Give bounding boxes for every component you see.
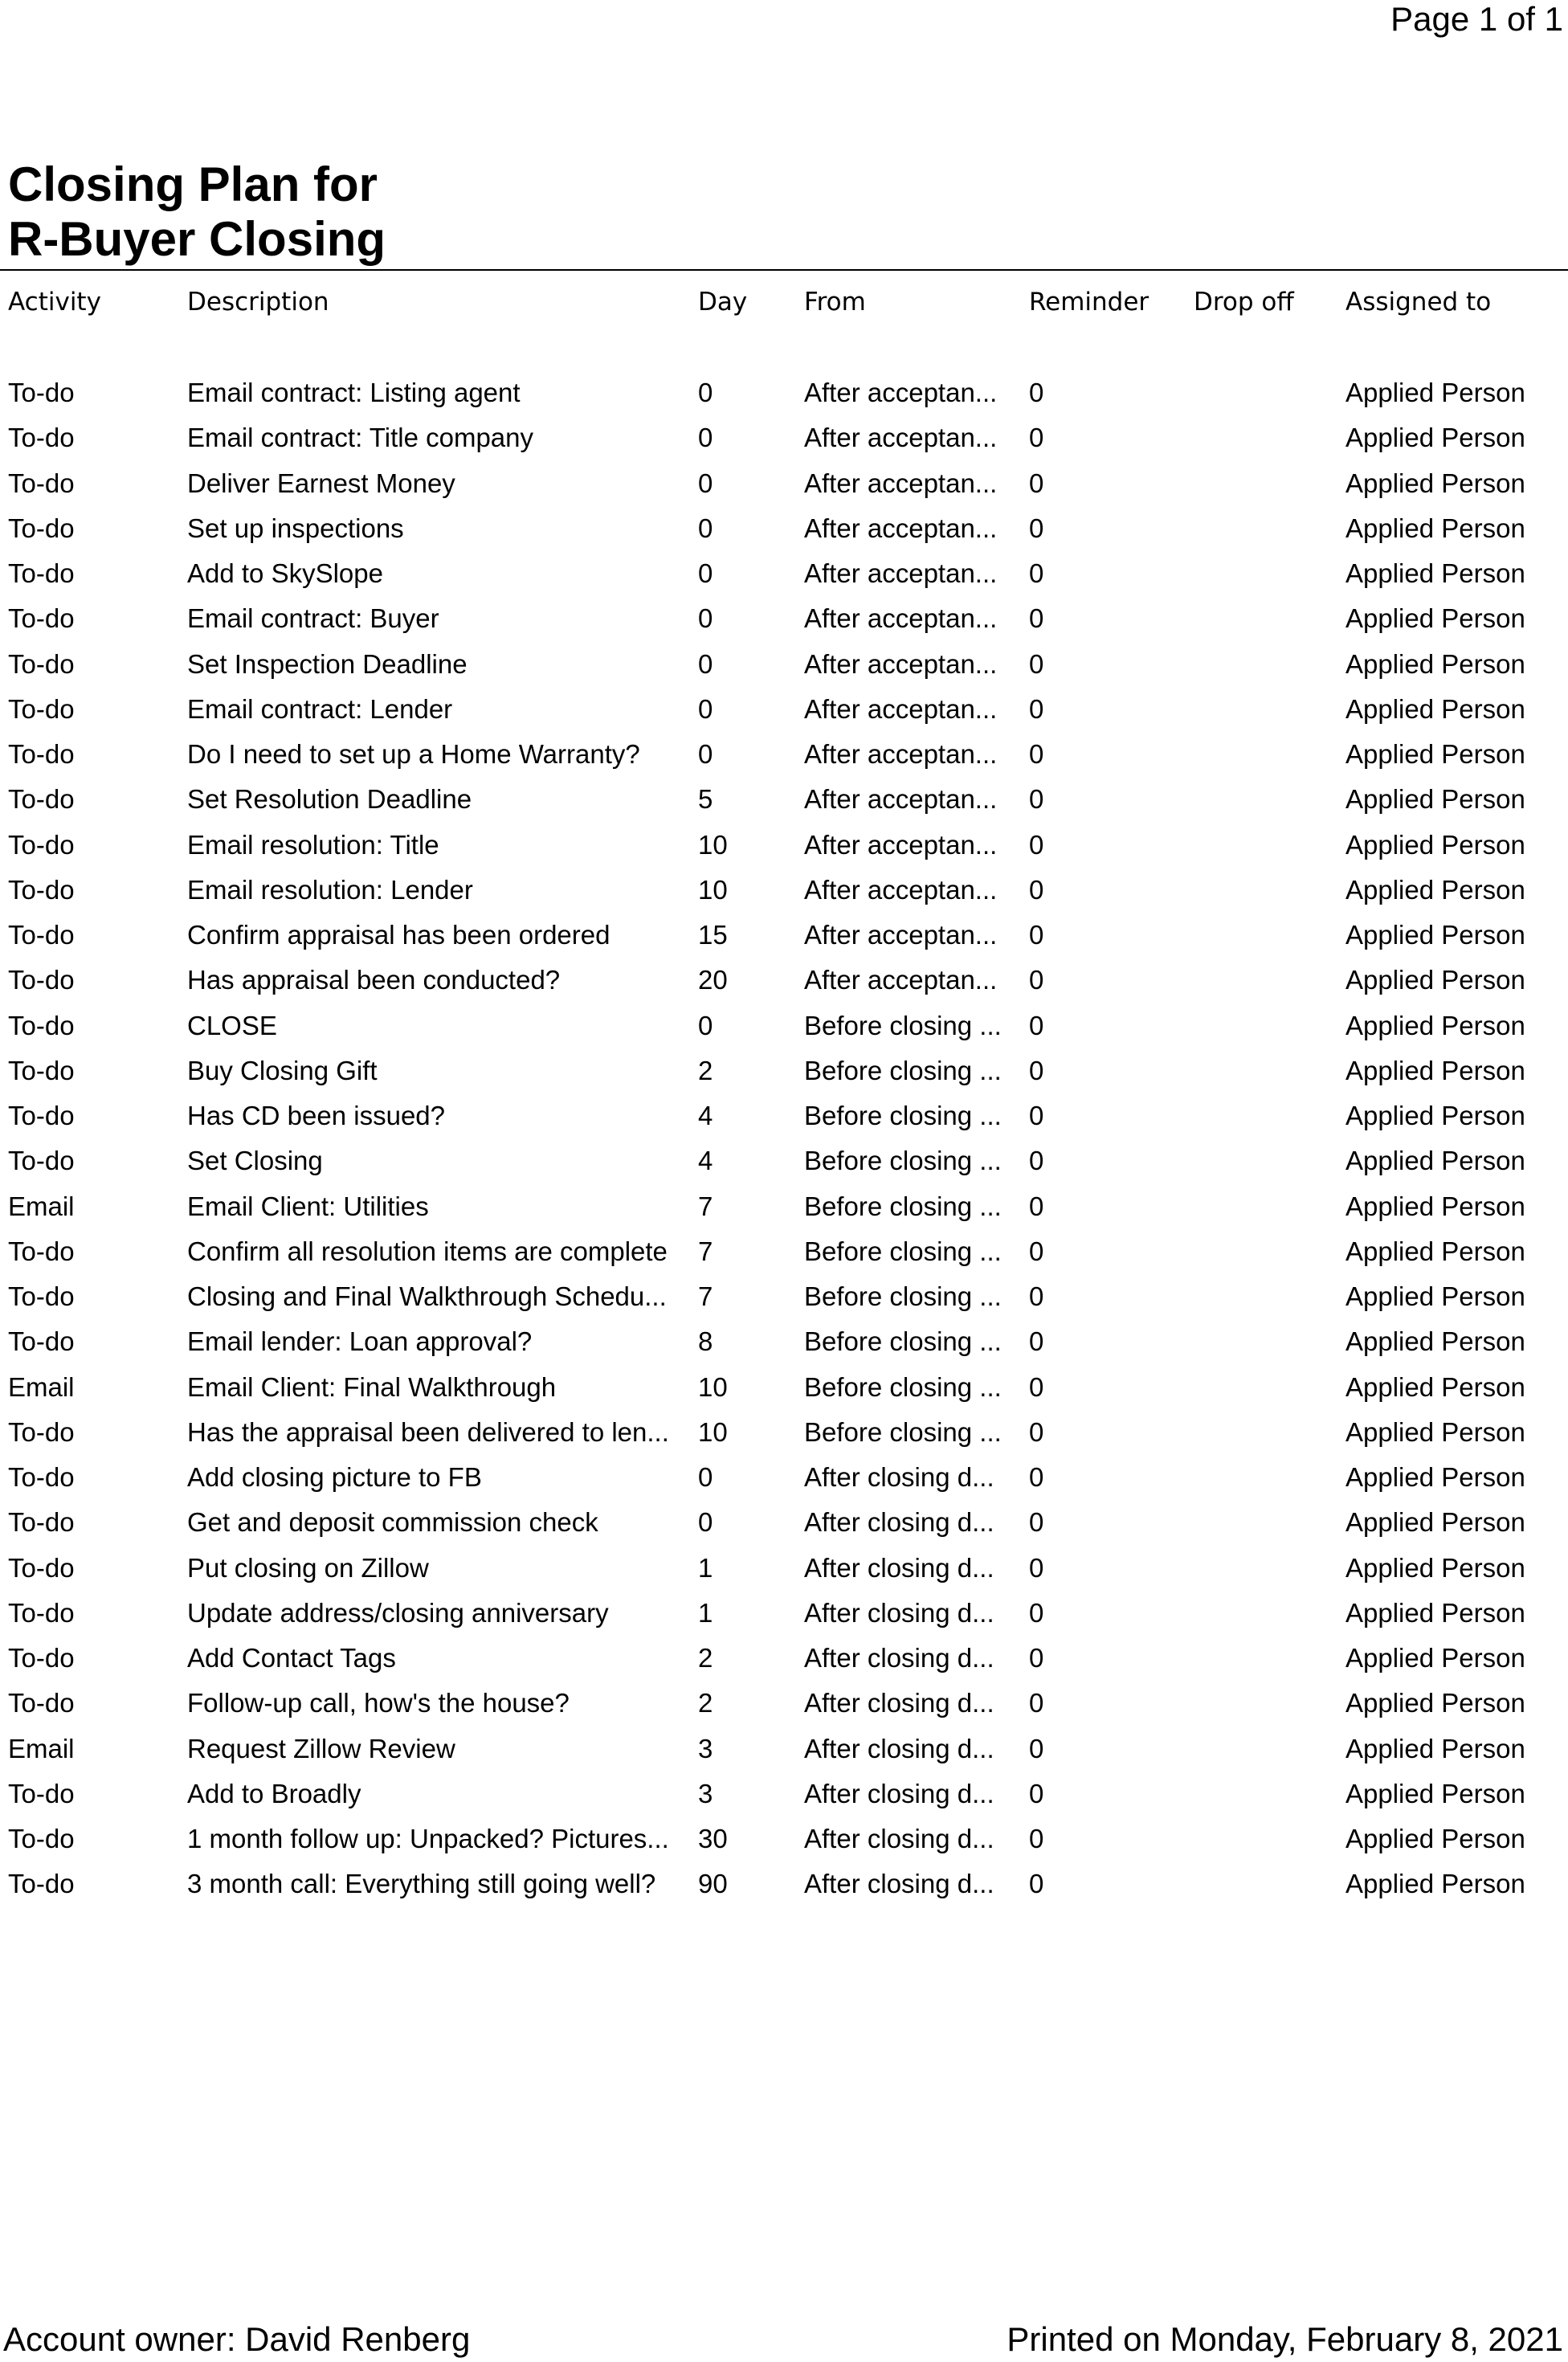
cell-assigned-to: Applied Person <box>1345 1824 1525 1853</box>
cell-from: Before closing ... <box>804 1326 1002 1357</box>
column-header-day: Day <box>698 288 748 317</box>
column-header-description: Description <box>187 288 329 317</box>
table-header-row <box>0 283 1568 321</box>
cell-activity: To-do <box>8 378 75 407</box>
cell-description: Add closing picture to FB <box>187 1462 482 1492</box>
cell-reminder: 0 <box>1029 1733 1044 1763</box>
cell-assigned-to: Applied Person <box>1345 1733 1525 1763</box>
column-header-drop-off: Drop off <box>1194 288 1294 317</box>
cell-day: 3 <box>698 1733 713 1763</box>
cell-description: Has appraisal been conducted? <box>187 965 561 995</box>
table-row <box>0 780 1568 825</box>
cell-day: 0 <box>698 648 713 679</box>
cell-from: After acceptan... <box>804 603 998 634</box>
cell-day: 10 <box>698 874 728 905</box>
cell-day: 4 <box>698 1101 713 1130</box>
cell-description: Email lender: Loan approval? <box>187 1326 533 1357</box>
cell-assigned-to: Applied Person <box>1345 1146 1525 1176</box>
cell-assigned-to: Applied Person <box>1345 603 1525 634</box>
cell-day: 1 <box>698 1552 713 1583</box>
cell-from: Before closing ... <box>804 1010 1002 1040</box>
cell-assigned-to: Applied Person <box>1345 739 1525 769</box>
cell-assigned-to: Applied Person <box>1345 1326 1525 1357</box>
cell-reminder: 0 <box>1029 829 1044 860</box>
cell-from: Before closing ... <box>804 1146 1002 1176</box>
table-row <box>0 645 1568 690</box>
cell-day: 0 <box>698 693 713 724</box>
cell-activity: To-do <box>8 1597 75 1628</box>
title-line-2: R-Buyer Closing <box>8 212 386 266</box>
cell-day: 7 <box>698 1191 713 1221</box>
cell-description: Update address/closing anniversary <box>187 1597 609 1628</box>
cell-description: Has the appraisal been delivered to len... <box>187 1416 669 1447</box>
cell-reminder: 0 <box>1029 1281 1044 1311</box>
cell-reminder: 0 <box>1029 1778 1044 1808</box>
cell-reminder: 0 <box>1029 784 1044 815</box>
cell-day: 0 <box>698 603 713 634</box>
table-row <box>0 419 1568 464</box>
cell-day: 10 <box>698 1371 728 1402</box>
cell-reminder: 0 <box>1029 423 1044 453</box>
cell-assigned-to: Applied Person <box>1345 1236 1525 1266</box>
cell-assigned-to: Applied Person <box>1345 1597 1525 1628</box>
cell-description: Email contract: Lender <box>187 693 453 724</box>
table-row <box>0 554 1568 599</box>
closing-plan-table <box>0 283 1568 1899</box>
cell-reminder: 0 <box>1029 1643 1044 1673</box>
cell-assigned-to: Applied Person <box>1345 1010 1525 1040</box>
cell-description: 1 month follow up: Unpacked? Pictures... <box>187 1824 669 1853</box>
cell-day: 0 <box>698 1010 713 1040</box>
cell-reminder: 0 <box>1029 965 1044 995</box>
column-header-activity: Activity <box>8 288 101 317</box>
cell-reminder: 0 <box>1029 1688 1044 1718</box>
cell-from: After closing d... <box>804 1869 994 1899</box>
cell-activity: To-do <box>8 1869 75 1899</box>
cell-reminder: 0 <box>1029 1552 1044 1583</box>
cell-reminder: 0 <box>1029 1824 1044 1853</box>
cell-assigned-to: Applied Person <box>1345 784 1525 815</box>
cell-from: After closing d... <box>804 1643 994 1673</box>
cell-assigned-to: Applied Person <box>1345 920 1525 950</box>
table-row <box>0 871 1568 916</box>
header-divider <box>0 269 1568 271</box>
table-row <box>0 1684 1568 1729</box>
table-row <box>0 916 1568 961</box>
cell-from: After acceptan... <box>804 784 998 815</box>
cell-from: Before closing ... <box>804 1281 1002 1311</box>
page-title <box>8 157 386 267</box>
cell-from: Before closing ... <box>804 1191 1002 1221</box>
cell-from: After acceptan... <box>804 558 998 588</box>
cell-description: Add to Broadly <box>187 1778 361 1808</box>
cell-from: After closing d... <box>804 1462 994 1492</box>
cell-reminder: 0 <box>1029 468 1044 498</box>
cell-reminder: 0 <box>1029 1146 1044 1176</box>
cell-day: 0 <box>698 513 713 543</box>
cell-description: Email resolution: Title <box>187 829 439 860</box>
table-row <box>0 961 1568 1006</box>
cell-activity: Email <box>8 1371 75 1402</box>
cell-day: 0 <box>698 423 713 453</box>
cell-assigned-to: Applied Person <box>1345 1507 1525 1538</box>
table-row <box>0 1820 1568 1865</box>
account-owner: Account owner: David Renberg <box>3 2320 471 2358</box>
cell-activity: To-do <box>8 1643 75 1673</box>
printed-date: Printed on Monday, February 8, 2021 <box>1007 2320 1563 2358</box>
cell-from: After closing d... <box>804 1597 994 1628</box>
cell-day: 10 <box>698 1416 728 1447</box>
cell-day: 4 <box>698 1146 713 1176</box>
table-row <box>0 1097 1568 1142</box>
cell-reminder: 0 <box>1029 1507 1044 1538</box>
table-row <box>0 599 1568 644</box>
cell-assigned-to: Applied Person <box>1345 1462 1525 1492</box>
cell-activity: To-do <box>8 1055 75 1085</box>
cell-activity: To-do <box>8 965 75 995</box>
cell-reminder: 0 <box>1029 603 1044 634</box>
cell-from: Before closing ... <box>804 1101 1002 1130</box>
cell-assigned-to: Applied Person <box>1345 874 1525 905</box>
cell-day: 7 <box>698 1236 713 1266</box>
cell-reminder: 0 <box>1029 1462 1044 1492</box>
cell-description: CLOSE <box>187 1010 277 1040</box>
cell-from: Before closing ... <box>804 1371 1002 1402</box>
cell-assigned-to: Applied Person <box>1345 1552 1525 1583</box>
cell-activity: To-do <box>8 1281 75 1311</box>
table-row <box>0 1142 1568 1187</box>
cell-description: Put closing on Zillow <box>187 1552 429 1583</box>
cell-day: 10 <box>698 829 728 860</box>
cell-description: Email contract: Buyer <box>187 603 439 634</box>
cell-activity: To-do <box>8 1416 75 1447</box>
cell-from: After closing d... <box>804 1507 994 1538</box>
cell-from: After acceptan... <box>804 874 998 905</box>
cell-activity: Email <box>8 1733 75 1763</box>
cell-assigned-to: Applied Person <box>1345 829 1525 860</box>
cell-description: Request Zillow Review <box>187 1733 455 1763</box>
cell-from: After acceptan... <box>804 513 998 543</box>
cell-reminder: 0 <box>1029 1236 1044 1266</box>
cell-activity: To-do <box>8 920 75 950</box>
cell-from: After acceptan... <box>804 739 998 769</box>
cell-activity: To-do <box>8 423 75 453</box>
cell-reminder: 0 <box>1029 558 1044 588</box>
cell-reminder: 0 <box>1029 920 1044 950</box>
cell-description: Email contract: Title company <box>187 423 533 453</box>
cell-description: Email resolution: Lender <box>187 874 473 905</box>
cell-day: 2 <box>698 1643 713 1673</box>
table-row <box>0 690 1568 735</box>
cell-from: After closing d... <box>804 1824 994 1853</box>
cell-reminder: 0 <box>1029 1869 1044 1899</box>
cell-assigned-to: Applied Person <box>1345 965 1525 995</box>
column-header-reminder: Reminder <box>1029 288 1149 317</box>
column-header-assigned-to: Assigned to <box>1345 288 1492 317</box>
cell-reminder: 0 <box>1029 693 1044 724</box>
table-row <box>0 1458 1568 1503</box>
cell-activity: To-do <box>8 1101 75 1130</box>
cell-description: Email Client: Final Walkthrough <box>187 1371 557 1402</box>
cell-description: Set Inspection Deadline <box>187 648 468 679</box>
cell-from: After acceptan... <box>804 693 998 724</box>
cell-assigned-to: Applied Person <box>1345 1101 1525 1130</box>
cell-reminder: 0 <box>1029 874 1044 905</box>
cell-activity: To-do <box>8 603 75 634</box>
cell-description: Set Resolution Deadline <box>187 784 472 815</box>
cell-description: Set up inspections <box>187 513 404 543</box>
cell-from: After acceptan... <box>804 423 998 453</box>
table-row <box>0 1277 1568 1322</box>
table-row <box>0 1865 1568 1910</box>
cell-description: Set Closing <box>187 1146 323 1176</box>
cell-assigned-to: Applied Person <box>1345 1688 1525 1718</box>
cell-from: After closing d... <box>804 1552 994 1583</box>
cell-day: 8 <box>698 1326 713 1357</box>
cell-from: After closing d... <box>804 1778 994 1808</box>
table-row <box>0 1368 1568 1413</box>
cell-day: 0 <box>698 1507 713 1538</box>
cell-description: Add to SkySlope <box>187 558 383 588</box>
cell-reminder: 0 <box>1029 1371 1044 1402</box>
cell-assigned-to: Applied Person <box>1345 468 1525 498</box>
table-row <box>0 735 1568 780</box>
cell-assigned-to: Applied Person <box>1345 423 1525 453</box>
cell-reminder: 0 <box>1029 1597 1044 1628</box>
cell-description: Email Client: Utilities <box>187 1191 429 1221</box>
table-body <box>0 374 1568 1910</box>
cell-reminder: 0 <box>1029 648 1044 679</box>
cell-activity: To-do <box>8 1146 75 1176</box>
cell-assigned-to: Applied Person <box>1345 1371 1525 1402</box>
cell-activity: To-do <box>8 1236 75 1266</box>
table-row <box>0 826 1568 871</box>
cell-from: After acceptan... <box>804 920 998 950</box>
cell-reminder: 0 <box>1029 739 1044 769</box>
cell-day: 0 <box>698 558 713 588</box>
table-row <box>0 1594 1568 1639</box>
table-row <box>0 1413 1568 1458</box>
cell-day: 5 <box>698 784 713 815</box>
cell-assigned-to: Applied Person <box>1345 1281 1525 1311</box>
cell-activity: To-do <box>8 1010 75 1040</box>
cell-from: After closing d... <box>804 1688 994 1718</box>
cell-assigned-to: Applied Person <box>1345 1055 1525 1085</box>
cell-activity: To-do <box>8 693 75 724</box>
cell-from: After acceptan... <box>804 648 998 679</box>
table-row <box>0 1187 1568 1232</box>
table-row <box>0 1052 1568 1097</box>
cell-reminder: 0 <box>1029 1326 1044 1357</box>
cell-from: Before closing ... <box>804 1055 1002 1085</box>
table-row <box>0 1775 1568 1820</box>
cell-from: After acceptan... <box>804 829 998 860</box>
cell-activity: To-do <box>8 468 75 498</box>
cell-assigned-to: Applied Person <box>1345 1778 1525 1808</box>
cell-day: 3 <box>698 1778 713 1808</box>
cell-activity: To-do <box>8 829 75 860</box>
cell-reminder: 0 <box>1029 1010 1044 1040</box>
cell-assigned-to: Applied Person <box>1345 558 1525 588</box>
cell-activity: To-do <box>8 513 75 543</box>
cell-description: Do I need to set up a Home Warranty? <box>187 739 640 769</box>
cell-reminder: 0 <box>1029 1416 1044 1447</box>
cell-assigned-to: Applied Person <box>1345 1869 1525 1899</box>
cell-day: 0 <box>698 378 713 407</box>
table-row <box>0 1503 1568 1548</box>
cell-description: Has CD been issued? <box>187 1101 446 1130</box>
cell-description: Add Contact Tags <box>187 1643 396 1673</box>
cell-activity: To-do <box>8 558 75 588</box>
cell-assigned-to: Applied Person <box>1345 513 1525 543</box>
cell-day: 20 <box>698 965 728 995</box>
cell-description: Confirm all resolution items are complete <box>187 1236 668 1266</box>
cell-assigned-to: Applied Person <box>1345 693 1525 724</box>
cell-from: Before closing ... <box>804 1236 1002 1266</box>
page-number: Page 1 of 1 <box>1390 0 1563 38</box>
cell-day: 30 <box>698 1824 728 1853</box>
cell-activity: To-do <box>8 1462 75 1492</box>
cell-day: 2 <box>698 1688 713 1718</box>
cell-day: 1 <box>698 1597 713 1628</box>
cell-reminder: 0 <box>1029 378 1044 407</box>
cell-activity: To-do <box>8 648 75 679</box>
table-row <box>0 509 1568 554</box>
column-header-from: From <box>804 288 866 317</box>
cell-activity: To-do <box>8 1507 75 1538</box>
cell-activity: To-do <box>8 1824 75 1853</box>
cell-reminder: 0 <box>1029 1055 1044 1085</box>
table-row <box>0 1730 1568 1775</box>
table-row <box>0 1322 1568 1367</box>
cell-description: Closing and Final Walkthrough Schedu... <box>187 1281 667 1311</box>
cell-assigned-to: Applied Person <box>1345 648 1525 679</box>
cell-activity: Email <box>8 1191 75 1221</box>
cell-assigned-to: Applied Person <box>1345 1191 1525 1221</box>
cell-activity: To-do <box>8 784 75 815</box>
cell-description: Get and deposit commission check <box>187 1507 598 1538</box>
cell-description: Deliver Earnest Money <box>187 468 455 498</box>
cell-assigned-to: Applied Person <box>1345 378 1525 407</box>
cell-assigned-to: Applied Person <box>1345 1643 1525 1673</box>
table-row <box>0 464 1568 509</box>
cell-day: 0 <box>698 1462 713 1492</box>
cell-activity: To-do <box>8 874 75 905</box>
cell-description: Confirm appraisal has been ordered <box>187 920 610 950</box>
cell-activity: To-do <box>8 1688 75 1718</box>
cell-reminder: 0 <box>1029 1101 1044 1130</box>
table-row <box>0 374 1568 419</box>
cell-description: 3 month call: Everything still going well? <box>187 1869 656 1899</box>
cell-description: Follow-up call, how's the house? <box>187 1688 570 1718</box>
cell-day: 2 <box>698 1055 713 1085</box>
table-row <box>0 1007 1568 1052</box>
cell-activity: To-do <box>8 1778 75 1808</box>
cell-from: Before closing ... <box>804 1416 1002 1447</box>
cell-day: 90 <box>698 1869 728 1899</box>
cell-activity: To-do <box>8 1326 75 1357</box>
cell-reminder: 0 <box>1029 513 1044 543</box>
cell-from: After acceptan... <box>804 378 998 407</box>
cell-description: Buy Closing Gift <box>187 1055 378 1085</box>
table-row <box>0 1232 1568 1277</box>
title-line-1: Closing Plan for <box>8 157 378 211</box>
cell-assigned-to: Applied Person <box>1345 1416 1525 1447</box>
cell-day: 0 <box>698 739 713 769</box>
table-row <box>0 1639 1568 1684</box>
cell-activity: To-do <box>8 739 75 769</box>
cell-from: After acceptan... <box>804 965 998 995</box>
cell-description: Email contract: Listing agent <box>187 378 521 407</box>
cell-day: 15 <box>698 920 728 950</box>
cell-reminder: 0 <box>1029 1191 1044 1221</box>
table-row <box>0 1549 1568 1594</box>
cell-day: 7 <box>698 1281 713 1311</box>
cell-from: After closing d... <box>804 1733 994 1763</box>
cell-activity: To-do <box>8 1552 75 1583</box>
cell-day: 0 <box>698 468 713 498</box>
cell-from: After acceptan... <box>804 468 998 498</box>
